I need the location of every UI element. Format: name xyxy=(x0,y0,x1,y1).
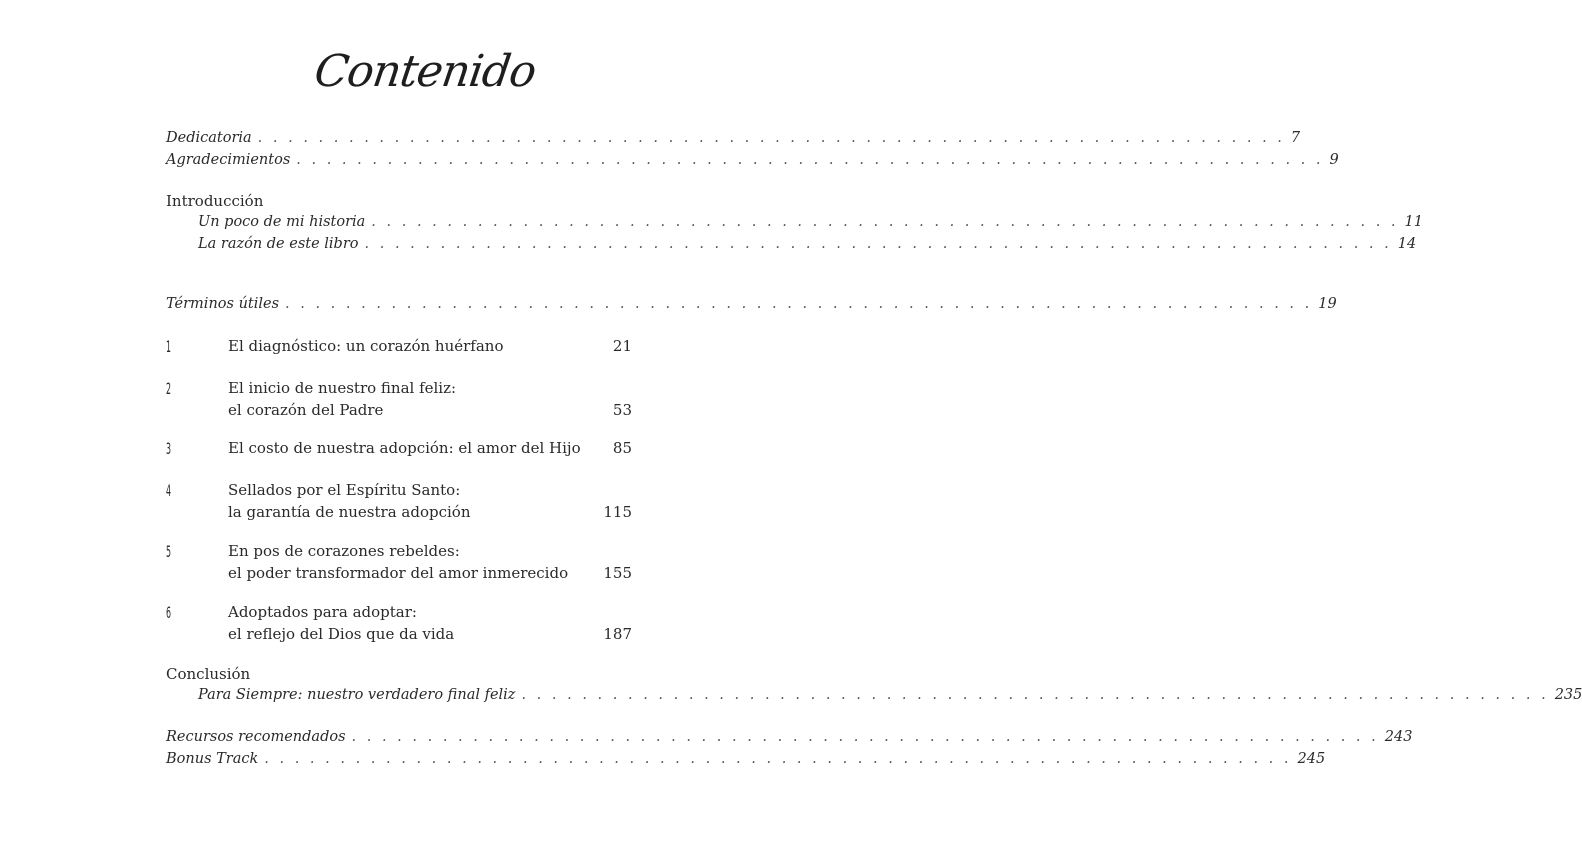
section-heading-introduccion: Introducción xyxy=(166,192,264,210)
chapter-subtitle: el poder transformador del amor inmerecido xyxy=(228,564,569,582)
toc-entry-razon[interactable] xyxy=(198,236,1417,252)
chapter-page: 115 xyxy=(603,503,632,521)
toc-entry-agradecimientos[interactable] xyxy=(166,152,1339,168)
dot-leader: . . . . . . . . . . . . . . . . . . . . . . . . . . . . . . . . . . . . . . . . . . . . . . . . . . . . . . . . . . . . . . . . . . . . xyxy=(285,296,1313,312)
dot-leader: . . . . . . . . . . . . . . . . . . . . . . . . . . . . . . . . . . . . . . . . . . . . . . . . . . . . . . . . . . . . . . . . . . . . xyxy=(264,751,1292,767)
chapter-title: En pos de corazones rebeldes: xyxy=(228,542,460,560)
page-title: Contenido xyxy=(311,46,539,97)
toc-entry-dedicatoria[interactable] xyxy=(166,130,1301,146)
toc-entry-label: Bonus Track xyxy=(166,751,259,767)
toc-entry-label: Recursos recomendados xyxy=(166,729,346,745)
chapter-subtitle: el reflejo del Dios que da vida xyxy=(228,625,455,643)
toc-entry-recursos[interactable] xyxy=(166,729,1413,745)
toc-entry-terminos[interactable] xyxy=(166,296,1337,312)
toc-entry-label: Un poco de mi historia xyxy=(198,214,366,230)
chapter-number: 3 xyxy=(166,439,172,458)
chapter-page: 187 xyxy=(603,625,632,643)
chapter-number: 6 xyxy=(166,603,172,622)
chapter-page: 53 xyxy=(612,401,632,419)
toc-entry-historia[interactable] xyxy=(198,214,1423,230)
toc-entry-page: 245 xyxy=(1297,751,1326,767)
toc-entry-page: 19 xyxy=(1318,296,1337,312)
toc-entry-label: Dedicatoria xyxy=(166,130,252,146)
toc-entry-page: 243 xyxy=(1384,729,1413,745)
chapter-number: 4 xyxy=(166,481,172,500)
toc-entry-page: 14 xyxy=(1397,236,1417,252)
chapter-subtitle: la garantía de nuestra adopción xyxy=(228,503,471,521)
toc-entry-label: Agradecimientos xyxy=(166,152,291,168)
chapter-page: 85 xyxy=(612,439,632,457)
toc-entry-para-siempre[interactable] xyxy=(198,687,1582,703)
toc-entry-page: 235 xyxy=(1554,687,1582,703)
chapter-number: 1 xyxy=(166,337,172,356)
dot-leader: . . . . . . . . . . . . . . . . . . . . . . . . . . . . . . . . . . . . . . . . . . . . . . . . . . . . . . . . . . . . . . . . . . . . xyxy=(521,687,1549,703)
chapter-title: Adoptados para adoptar: xyxy=(228,603,417,621)
dot-leader: . . . . . . . . . . . . . . . . . . . . . . . . . . . . . . . . . . . . . . . . . . . . . . . . . . . . . . . . . . . . . . . . . . . . xyxy=(371,214,1399,230)
chapter-title: El inicio de nuestro final feliz: xyxy=(228,379,457,397)
toc-entry-label: La razón de este libro xyxy=(198,236,359,252)
dot-leader: . . . . . . . . . . . . . . . . . . . . . . . . . . . . . . . . . . . . . . . . . . . . . . . . . . . . . . . . . . . . . . . . . . . . xyxy=(364,236,1392,252)
chapter-title: El diagnóstico: un corazón huérfano xyxy=(228,337,504,355)
dot-leader: . . . . . . . . . . . . . . . . . . . . . . . . . . . . . . . . . . . . . . . . . . . . . . . . . . . . . . . . . . . . . . . . . . . . xyxy=(257,130,1285,146)
toc-entry-page: 11 xyxy=(1404,214,1423,230)
toc-entry-bonus-track[interactable] xyxy=(166,751,1326,767)
chapter-title: Sellados por el Espíritu Santo: xyxy=(228,481,461,499)
chapter-page: 21 xyxy=(612,337,632,355)
chapter-subtitle: el corazón del Padre xyxy=(228,401,384,419)
chapter-number: 5 xyxy=(166,542,172,561)
chapter-number: 2 xyxy=(166,379,172,398)
chapter-title: El costo de nuestra adopción: el amor del Hijo xyxy=(228,439,581,457)
toc-entry-page: 7 xyxy=(1290,130,1301,146)
chapter-page: 155 xyxy=(603,564,632,582)
toc-entry-label: Para Siempre: nuestro verdadero final feliz xyxy=(198,687,516,703)
toc-entry-page: 9 xyxy=(1329,152,1339,168)
section-heading-conclusion: Conclusión xyxy=(166,665,251,683)
dot-leader: . . . . . . . . . . . . . . . . . . . . . . . . . . . . . . . . . . . . . . . . . . . . . . . . . . . . . . . . . . . . . . . . . . . . xyxy=(351,729,1379,745)
toc-entry-label: Términos útiles xyxy=(166,296,280,312)
dot-leader: . . . . . . . . . . . . . . . . . . . . . . . . . . . . . . . . . . . . . . . . . . . . . . . . . . . . . . . . . . . . . . . . . . . . xyxy=(296,152,1324,168)
